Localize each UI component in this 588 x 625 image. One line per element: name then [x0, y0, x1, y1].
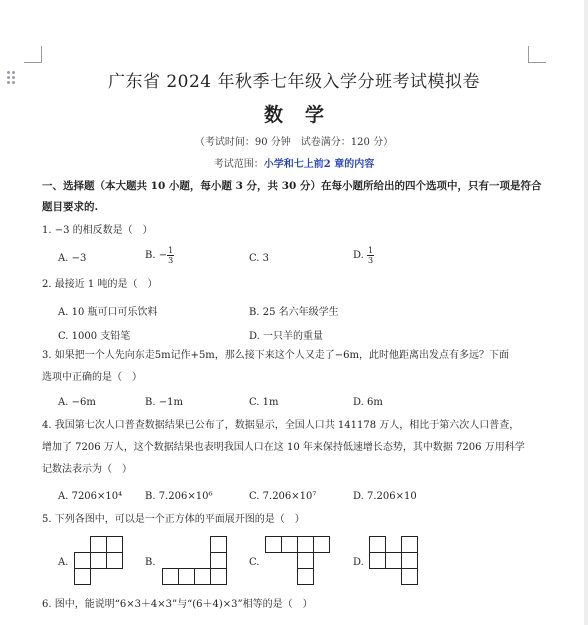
- cube-net-square: [298, 569, 314, 585]
- question-3-stem-line-2: 选项中正确的是（ ）: [42, 372, 142, 383]
- cube-net-square: [211, 553, 227, 569]
- section-heading-line-1: 一、选择题（本大题共 10 小题，每小题 3 分，共 30 分）在每小题所给出的四个选项中，只有一项是符合: [42, 180, 542, 192]
- cube-net-square: [75, 553, 91, 569]
- cube-net-square: [163, 569, 179, 585]
- exam-title: 广东省 2024 年秋季七年级入学分班考试模拟卷: [107, 72, 481, 92]
- cube-net-square: [107, 537, 123, 553]
- cube-net-square: [91, 537, 107, 553]
- cube-net-square: [386, 553, 402, 569]
- section-heading: [42, 176, 542, 218]
- exam-info: （考试时间：90 分钟 试卷满分：120 分）: [194, 137, 394, 148]
- question-5-option-b: B.: [145, 557, 156, 568]
- cube-net-square: [195, 569, 211, 585]
- section-heading-line-2: 题目要求的.: [42, 201, 99, 213]
- cube-net-b-diagram: [162, 536, 232, 588]
- exam-scope: [0, 155, 588, 170]
- question-2-stem: 2. 最接近 1 吨的是（ ）: [42, 279, 158, 290]
- subject-title: 数学: [263, 104, 346, 126]
- question-5-option-d: D.: [353, 557, 364, 568]
- question-1-option-b: [145, 246, 174, 265]
- question-3-option-d: D. 6m: [353, 397, 383, 408]
- question-4-option-a: A. 7206×10⁴: [58, 491, 123, 502]
- cube-net-square: [370, 537, 386, 553]
- cube-net-square: [211, 569, 227, 585]
- fraction: [367, 246, 374, 265]
- question-3-option-a: A. −6m: [58, 397, 96, 408]
- question-2-option-c: C. 1000 支铅笔: [58, 331, 131, 342]
- cube-net-square: [91, 553, 107, 569]
- question-4-stem: [42, 415, 538, 481]
- fraction-numerator: 1: [168, 246, 174, 255]
- cube-net-square: [107, 553, 123, 569]
- question-2-option-a: A. 10 瓶可口可乐饮料: [58, 307, 158, 318]
- question-4-stem-line-2: 增加了 7206 万人，这个数据结果也表明我国人口在这 10 年来保持低速增长态势，其中数据 7206 万用科学: [42, 442, 525, 453]
- question-1-stem: 1. −3 的相反数是（ ）: [42, 225, 153, 236]
- fraction-denominator: 3: [168, 256, 174, 265]
- cube-net-square: [75, 569, 91, 585]
- scope-value: 小学和七上前2 章的内容: [263, 159, 375, 170]
- fraction-numerator: 1: [368, 246, 374, 255]
- question-4-option-d: D. 7.206×10: [353, 491, 417, 502]
- cube-net-square: [402, 537, 418, 553]
- question-6-stem: 6. 图中，能说明“6×3＋4×3”与“(6＋4)×3”相等的是（ ）: [42, 599, 313, 610]
- crop-mark-right-horizontal: [528, 62, 546, 63]
- cube-net-square: [298, 537, 314, 553]
- question-4-stem-line-3: 记数法表示为（ ）: [42, 464, 132, 475]
- question-5-option-c: C.: [249, 557, 260, 568]
- question-3-option-c: C. 1m: [249, 397, 279, 408]
- cube-net-d-diagram: [369, 536, 429, 588]
- cube-net-square: [314, 537, 330, 553]
- fraction: [167, 246, 174, 265]
- crop-mark-right-vertical: [528, 46, 529, 63]
- question-3-stem-line-1: 3. 如果把一个人先向东走5m记作+5m，那么接下来这个人又走了−6m，此时他距离出发点有多远？下面: [42, 350, 510, 361]
- cube-net-square: [266, 537, 282, 553]
- scrollbar[interactable]: [584, 0, 588, 625]
- question-5-stem: 5. 下列各图中，可以是一个正方体的平面展开图的是（ ）: [42, 514, 305, 525]
- question-4-option-c: C. 7.206×10⁷: [249, 491, 317, 502]
- cube-net-square: [370, 553, 386, 569]
- question-2-option-d: D. 一只羊的重量: [249, 331, 324, 342]
- scope-label: 考试范围：: [213, 159, 264, 170]
- question-4-stem-line-1: 4. 我国第七次人口普查数据结果已公布了，数据显示，全国人口共 141178 万人，相比于第六次人口普查，: [42, 420, 520, 431]
- crop-mark-left-vertical: [41, 46, 42, 63]
- cube-net-square: [402, 569, 418, 585]
- question-1-option-b-prefix: B. −: [145, 250, 168, 261]
- cube-net-square: [179, 569, 195, 585]
- question-1-option-d: [353, 246, 374, 265]
- question-4-option-b: B. 7.206×10⁶: [145, 491, 213, 502]
- question-1-option-a: A. −3: [58, 253, 87, 264]
- crop-mark-left-horizontal: [24, 62, 42, 63]
- cube-net-square: [402, 553, 418, 569]
- question-5-option-a: A.: [58, 557, 69, 568]
- question-1-option-c: C. 3: [249, 253, 270, 264]
- cube-net-a-diagram: [74, 536, 124, 586]
- question-2-option-b: B. 25 名六年级学生: [249, 307, 339, 318]
- cube-net-square: [282, 537, 298, 553]
- question-1-option-d-prefix: D.: [353, 250, 368, 261]
- fraction-denominator: 3: [368, 256, 374, 265]
- cube-net-square: [211, 537, 227, 553]
- cube-net-c-diagram: [265, 536, 340, 588]
- cube-net-square: [298, 553, 314, 569]
- question-3-stem: [42, 345, 538, 389]
- question-3-option-b: B. −1m: [145, 397, 183, 408]
